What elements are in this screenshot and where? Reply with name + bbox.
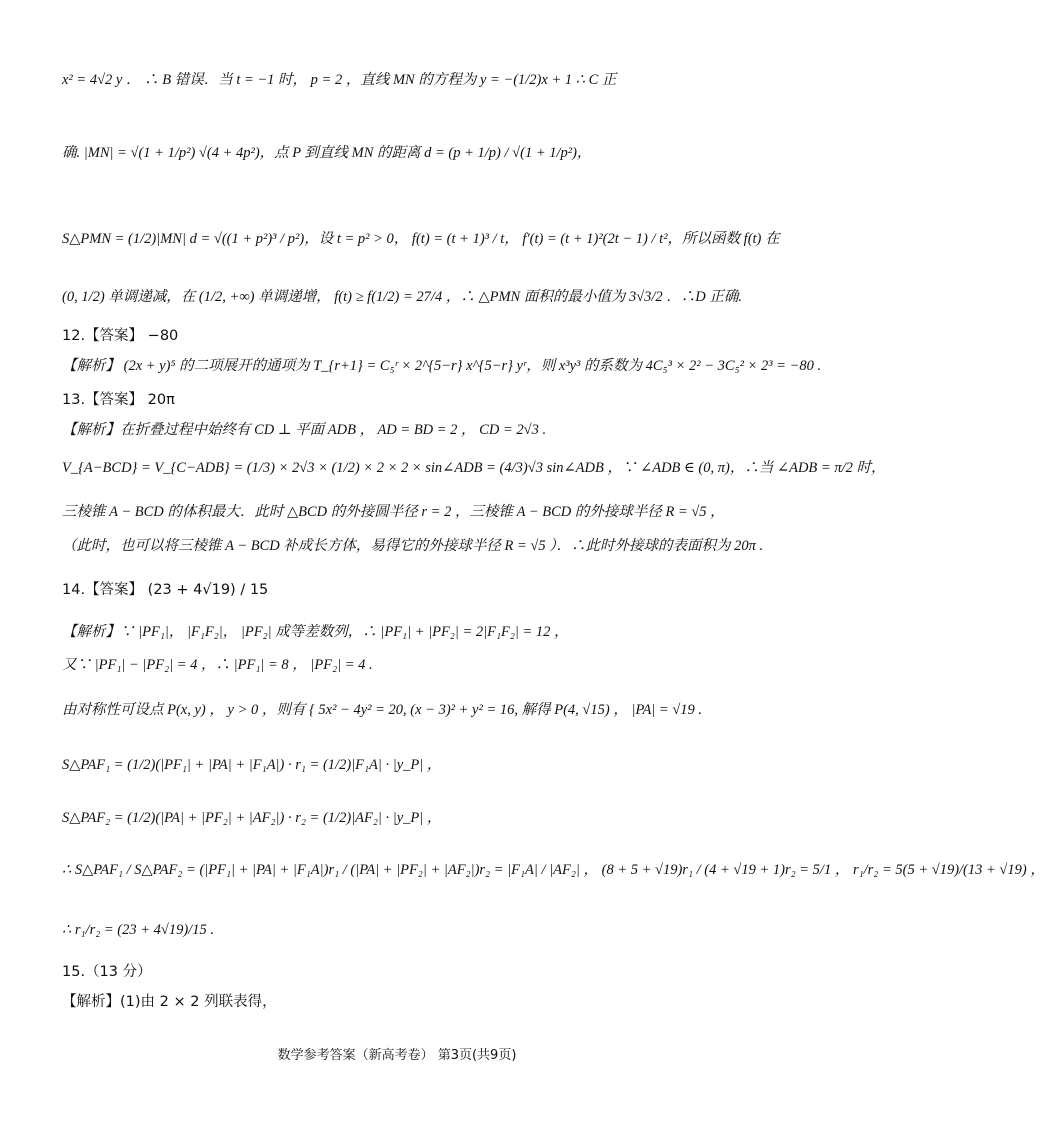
text-line-4: (0, 1/2) 单调递减，在 (1/2, +∞) 单调递增， f(t) ≥ f(1/2) = 27/4 ，∴ △PMN 面积的最小值为 3√3/2 ．∴D 正确. bbox=[62, 289, 743, 305]
analysis-14-line-6: ∴ S△PAF₁ / S△PAF₂ = (|PF₁| + |PA| + |F₁A|)r₁ / (|PA| + |PF₂| + |AF₂|)r₂ = |F₁A| / |AF₂| ， (8 + 5 + √19)r₁ / (4 + √19 + 1)r₂ = 5/1 ， r₁/r₂ = 5(5 + √19)/(13 + √19) ， bbox=[62, 862, 1045, 878]
text-line-3: S△PMN = (1/2)|MN| d = √((1 + p²)³ / p²)，设 t = p² > 0， f(t) = (t + 1)³ / t， f′(t) = (t + 1)²(2t − 1) / t²，所以函数 f(t) 在 bbox=[62, 231, 780, 247]
analysis-13-line-3: 三棱锥 A − BCD 的体积最大．此时 △BCD 的外接圆半径 r = 2 ，三棱锥 A − BCD 的外接球半径 R = √5 ， bbox=[62, 504, 725, 520]
answer-12: 12.【答案】 −80 bbox=[62, 328, 179, 344]
analysis-15-line-1: 【解析】(1)由 2 × 2 列联表得， bbox=[62, 994, 277, 1010]
analysis-14-line-5: S△PAF₂ = (1/2)(|PA| + |PF₂| + |AF₂|) · r₂ = (1/2)|AF₂| · |y_P| ， bbox=[62, 810, 442, 826]
page-footer: 数学参考答案（新高考卷） 第3页(共9页) bbox=[277, 1048, 517, 1063]
text-line-2: 确. |MN| = √(1 + 1/p²) √(4 + 4p²)，点 P 到直线 MN 的距离 d = (p + 1/p) / √(1 + 1/p²)， bbox=[62, 145, 592, 161]
analysis-12: 【解析】 (2x + y)⁵ 的二项展开的通项为 T_{r+1} = C₅ʳ × 2^{5−r} x^{5−r} yʳ，则 x³y³ 的系数为 4C₅³ × 2² − 3C₅² × 2³ = −80 . bbox=[62, 358, 822, 374]
analysis-13-line-2: V_{A−BCD} = V_{C−ADB} = (1/3) × 2√3 × (1/2) × 2 × 2 × sin∠ADB = (4/3)√3 sin∠ADB ，∵ ∠ADB ∈ (0, π)，∴当 ∠ADB = π/2 时， bbox=[62, 460, 886, 476]
analysis-13-line-1: 【解析】在折叠过程中始终有 CD ⊥ 平面 ADB ， AD = BD = 2 ， CD = 2√3 . bbox=[62, 422, 547, 438]
analysis-14-line-7: ∴ r₁/r₂ = (23 + 4√19)/15 . bbox=[62, 922, 214, 938]
text-line-1: x² = 4√2 y ． ∴ B 错误．当 t = −1 时， p = 2 ，直线 MN 的方程为 y = −(1/2)x + 1 ∴ C 正 bbox=[62, 72, 617, 88]
answer-13: 13.【答案】 20π bbox=[62, 392, 175, 408]
analysis-14-line-4: S△PAF₁ = (1/2)(|PF₁| + |PA| + |F₁A|) · r₁ = (1/2)|F₁A| · |y_P| ， bbox=[62, 757, 442, 773]
analysis-14-line-2: 又∵ |PF₁| − |PF₂| = 4 ，∴ |PF₁| = 8 ， |PF₂| = 4 . bbox=[62, 657, 373, 673]
analysis-13-line-4: （此时，也可以将三棱锥 A − BCD 补成长方体，易得它的外接球半径 R = √5 ）．∴此时外接球的表面积为 20π . bbox=[62, 538, 764, 554]
analysis-14-line-1: 【解析】∵ |PF₁|， |F₁F₂|， |PF₂| 成等差数列，∴ |PF₁| + |PF₂| = 2|F₁F₂| = 12 ， bbox=[62, 624, 569, 640]
answer-14: 14.【答案】 (23 + 4√19) / 15 bbox=[62, 582, 269, 598]
analysis-14-line-3: 由对称性可设点 P(x, y) ， y > 0 ，则有 { 5x² − 4y² = 20, (x − 3)² + y² = 16, 解得 P(4, √15) ， |PA| = √19 . bbox=[62, 702, 703, 718]
question-15-header: 15.（13 分） bbox=[62, 964, 152, 980]
